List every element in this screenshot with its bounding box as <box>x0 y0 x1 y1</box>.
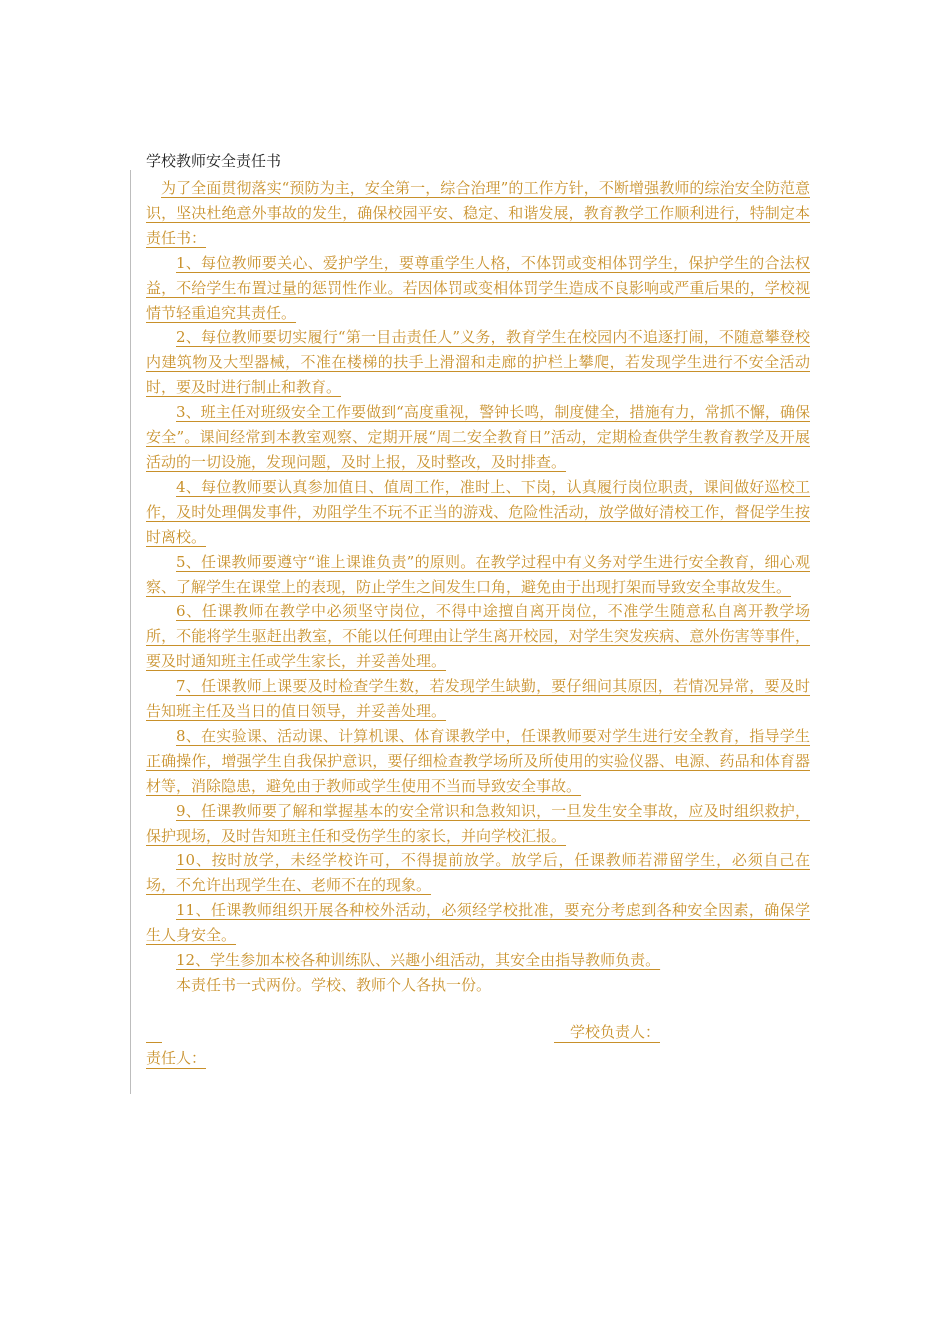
clause-text: 10、按时放学，未经学校许可，不得提前放学。放学后，任课教师若滞留学生，必须自己在场，不允许出现学生在、老师不在的现象。 <box>146 851 810 895</box>
clause-text: 11、任课教师组织开展各种校外活动，必须经学校批准，要充分考虑到各种安全因素，确保学生人身安全。 <box>146 901 810 945</box>
clause-text: 3、班主任对班级安全工作要做到“高度重视，警钟长鸣，制度健全，措施有力，常抓不懈，确保安全”。课间经常到本教室观察、定期开展“周二安全教育日”活动，定期检查供学生教育教学及开展活动的一切设施，发现问题，及时上报，及时整改，及时排查。 <box>146 403 810 471</box>
clause-7 <box>146 674 810 724</box>
clause-text: 1、每位教师要关心、爱护学生，要尊重学生人格，不体罚或变相体罚学生，保护学生的合法权益，不给学生布置过量的惩罚性作业。若因体罚或变相体罚学生造成不良影响或严重后果的，学校视情节轻重追究其责任。 <box>146 253 810 322</box>
revision-change-bar <box>130 170 131 1094</box>
clause-1 <box>146 251 810 326</box>
intro-text: 为了全面贯彻落实“预防为主，安全第一，综合治理”的工作方针，不断增强教师的综治安全防范意识，坚决杜绝意外事故的发生，确保校园平安、稳定、和谐发展，教育教学工作顺利进行，特制定本责任书： <box>146 179 810 247</box>
clause-text: 12、学生参加本校各种训练队、兴趣小组活动，其安全由指导教师负责。 <box>176 951 661 970</box>
clause-10 <box>146 848 810 898</box>
clause-3 <box>146 400 810 475</box>
clause-4 <box>146 475 810 550</box>
clause-text: 2、每位教师要切实履行“第一目击责任人”义务，教育学生在校园内不追逐打闹，不随意攀登校内建筑物及大型器械，不准在楼梯的扶手上滑溜和走廊的护栏上攀爬，若发现学生进行不安全活动时，要及时进行制止和教育。 <box>146 328 810 397</box>
clause-12 <box>146 948 810 973</box>
clause-text: 7、任课教师上课要及时检查学生数，若发现学生缺勤，要仔细问其原因，若情况异常，要及时告知班主任及当日的值日领导，并妥善处理。 <box>146 677 810 721</box>
clause-8 <box>146 724 810 799</box>
signature-line <box>146 1023 676 1047</box>
clause-6 <box>146 599 810 674</box>
document-body <box>146 176 810 998</box>
closing-paragraph <box>146 973 810 998</box>
clause-text: 4、每位教师要认真参加值日、值周工作，准时上、下岗，认真履行岗位职责，课间做好巡校工作，及时处理偶发事件，劝阻学生不玩不正当的游戏、危险性活动，放学做好清校工作，督促学生按时离校。 <box>146 477 810 546</box>
intro-paragraph <box>146 176 810 251</box>
responsible-signatory-label: 责任人： <box>146 1049 207 1067</box>
clause-5 <box>146 550 810 600</box>
clause-11 <box>146 898 810 948</box>
closing-text: 本责任书一式两份。学校、教师个人各执一份。 <box>176 976 492 994</box>
school-signatory-label: 学校负责人： <box>554 1023 660 1043</box>
clause-2 <box>146 325 810 400</box>
clause-9 <box>146 799 810 849</box>
clause-text: 8、在实验课、活动课、计算机课、体育课教学中，任课教师要对学生进行安全教育，指导学生正确操作，增强学生自我保护意识，要仔细检查教学场所及所使用的实验仪器、电源、药品和体育器材等，消除隐患，避免由于教师或学生使用不当而导致安全事故。 <box>146 726 810 795</box>
clause-text: 5、任课教师要遵守“谁上课谁负责”的原则。在教学过程中有义务对学生进行安全教育，细心观察、了解学生在课堂上的表现，防止学生之间发生口角，避免由于出现打架而导致安全事故发生。 <box>146 552 810 596</box>
blank-underline <box>146 1023 162 1043</box>
clause-text: 6、任课教师在教学中必须坚守岗位，不得中途擅自离开岗位，不准学生随意私自离开教学场所，不能将学生驱赶出教室，不能以任何理由让学生离开校园，对学生突发疾病、意外伤害等事件，要及时通知班主任或学生家长，并妥善处理。 <box>146 602 810 671</box>
document-title: 学校教师安全责任书 <box>146 152 282 170</box>
clause-text: 9、任课教师要了解和掌握基本的安全常识和急救知识，一旦发生安全事故，应及时组织救护，保护现场，及时告知班主任和受伤学生的家长，并向学校汇报。 <box>146 801 810 845</box>
